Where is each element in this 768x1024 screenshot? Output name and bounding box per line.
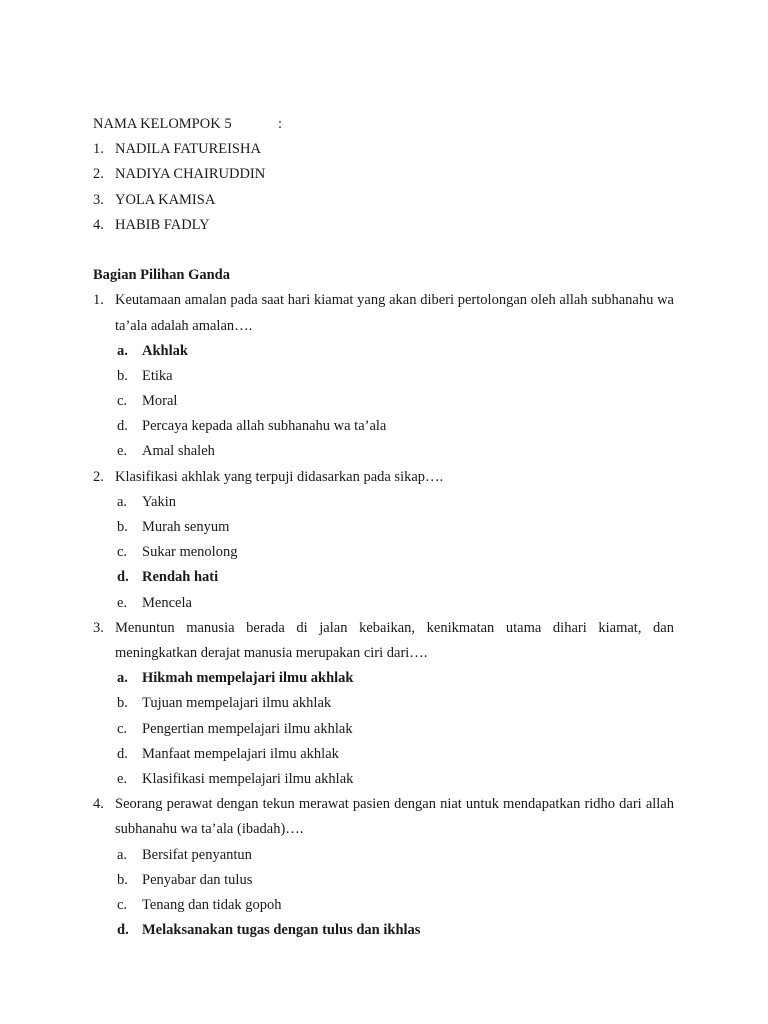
- option-text: Klasifikasi mempelajari ilmu akhlak: [142, 770, 354, 787]
- option-text: Hikmah mempelajari ilmu akhlak: [142, 670, 354, 687]
- option-letter: d.: [117, 922, 129, 939]
- option-text: Mencela: [142, 594, 192, 611]
- option-letter: a.: [117, 846, 128, 863]
- member-number: 4.: [93, 216, 104, 233]
- option-text: Yakin: [142, 493, 176, 510]
- option-text: Percaya kepada allah subhanahu wa ta’ala: [142, 418, 387, 435]
- answer-option: [93, 490, 674, 515]
- option-letter: c.: [117, 896, 128, 913]
- question: [93, 465, 674, 490]
- answer-option: [93, 893, 674, 918]
- option-text: Bersifat penyantun: [142, 846, 252, 863]
- option-text: Amal shaleh: [142, 443, 215, 460]
- group-label: NAMA KELOMPOK 5: [93, 116, 232, 132]
- option-letter: b.: [117, 367, 128, 384]
- answer-option: [93, 868, 674, 893]
- member-name: HABIB FADLY: [115, 216, 210, 233]
- member-name: YOLA KAMISA: [115, 191, 216, 208]
- option-text: Rendah hati: [142, 569, 219, 586]
- option-letter: a.: [117, 342, 128, 359]
- question-number: 3.: [93, 619, 104, 636]
- answer-option: [93, 439, 674, 464]
- question-number: 2.: [93, 468, 104, 485]
- question-block: [93, 465, 674, 616]
- option-letter: b.: [117, 519, 128, 536]
- member-number: 3.: [93, 191, 104, 208]
- option-text: Penyabar dan tulus: [142, 871, 253, 888]
- option-letter: d.: [117, 745, 128, 762]
- answer-option: [93, 843, 674, 868]
- option-text: Manfaat mempelajari ilmu akhlak: [142, 745, 339, 762]
- option-text: Sukar menolong: [142, 544, 238, 561]
- question-text: Seorang perawat dengan tekun merawat pasien dengan niat untuk mendapatkan ridho dari allah subhanahu wa ta’ala (ibadah)….: [115, 796, 674, 838]
- option-text: Tujuan mempelajari ilmu akhlak: [142, 695, 332, 712]
- answer-option-marked: [93, 666, 674, 691]
- member-item: [93, 188, 674, 213]
- question-list: [93, 288, 674, 943]
- answer-option: [93, 591, 674, 616]
- question-block: [93, 616, 674, 792]
- option-letter: c.: [117, 720, 128, 737]
- answer-option: [93, 717, 674, 742]
- option-letter: a.: [117, 670, 128, 687]
- question-block: [93, 792, 674, 943]
- option-text: Tenang dan tidak gopoh: [142, 896, 282, 913]
- option-text: Melaksanakan tugas dengan tulus dan ikhlas: [142, 922, 421, 939]
- member-number: 1.: [93, 141, 104, 158]
- member-list: [93, 137, 674, 238]
- option-letter: a.: [117, 493, 128, 510]
- question-number: 1.: [93, 292, 104, 309]
- question-text: Klasifikasi akhlak yang terpuji didasarkan pada sikap….: [115, 468, 444, 485]
- question: [93, 616, 674, 666]
- question-text: Keutamaan amalan pada saat hari kiamat yang akan diberi pertolongan oleh allah subhanahu wa ta’ala adalah amalan….: [115, 292, 674, 334]
- answer-option-marked: [93, 339, 674, 364]
- answer-option: [93, 767, 674, 792]
- member-name: NADIYA CHAIRUDDIN: [115, 166, 266, 183]
- answer-option: [93, 364, 674, 389]
- document-page: [93, 112, 674, 943]
- option-letter: b.: [117, 695, 128, 712]
- option-letter: e.: [117, 443, 128, 460]
- answer-option: [93, 742, 674, 767]
- option-letter: b.: [117, 871, 128, 888]
- member-number: 2.: [93, 166, 104, 183]
- option-text: Etika: [142, 367, 173, 384]
- spacer: [93, 238, 674, 263]
- answer-option: [93, 540, 674, 565]
- option-letter: e.: [117, 594, 128, 611]
- answer-option: [93, 389, 674, 414]
- question: [93, 792, 674, 842]
- answer-option-marked: [93, 918, 674, 943]
- question-block: [93, 288, 674, 464]
- answer-option: [93, 515, 674, 540]
- option-letter: c.: [117, 544, 128, 561]
- member-item: [93, 162, 674, 187]
- option-text: Pengertian mempelajari ilmu akhlak: [142, 720, 353, 737]
- header-colon: :: [278, 116, 283, 132]
- section-title: Bagian Pilihan Ganda: [93, 267, 230, 284]
- question-text: Menuntun manusia berada di jalan kebaikan, kenikmatan utama dihari kiamat, dan meningkatkan derajat manusia merupakan ciri dari….: [115, 619, 674, 661]
- member-item: [93, 213, 674, 238]
- group-header: [93, 112, 674, 137]
- member-name: NADILA FATUREISHA: [115, 141, 261, 158]
- answer-option: [93, 414, 674, 439]
- question-number: 4.: [93, 796, 104, 813]
- option-letter: e.: [117, 770, 128, 787]
- answer-option-marked: [93, 565, 674, 590]
- option-text: Akhlak: [142, 342, 188, 359]
- option-text: Moral: [142, 393, 178, 410]
- answer-option: [93, 691, 674, 716]
- option-letter: d.: [117, 418, 128, 435]
- option-letter: d.: [117, 569, 129, 586]
- option-text: Murah senyum: [142, 519, 230, 536]
- member-item: [93, 137, 674, 162]
- option-letter: c.: [117, 393, 128, 410]
- question: [93, 288, 674, 338]
